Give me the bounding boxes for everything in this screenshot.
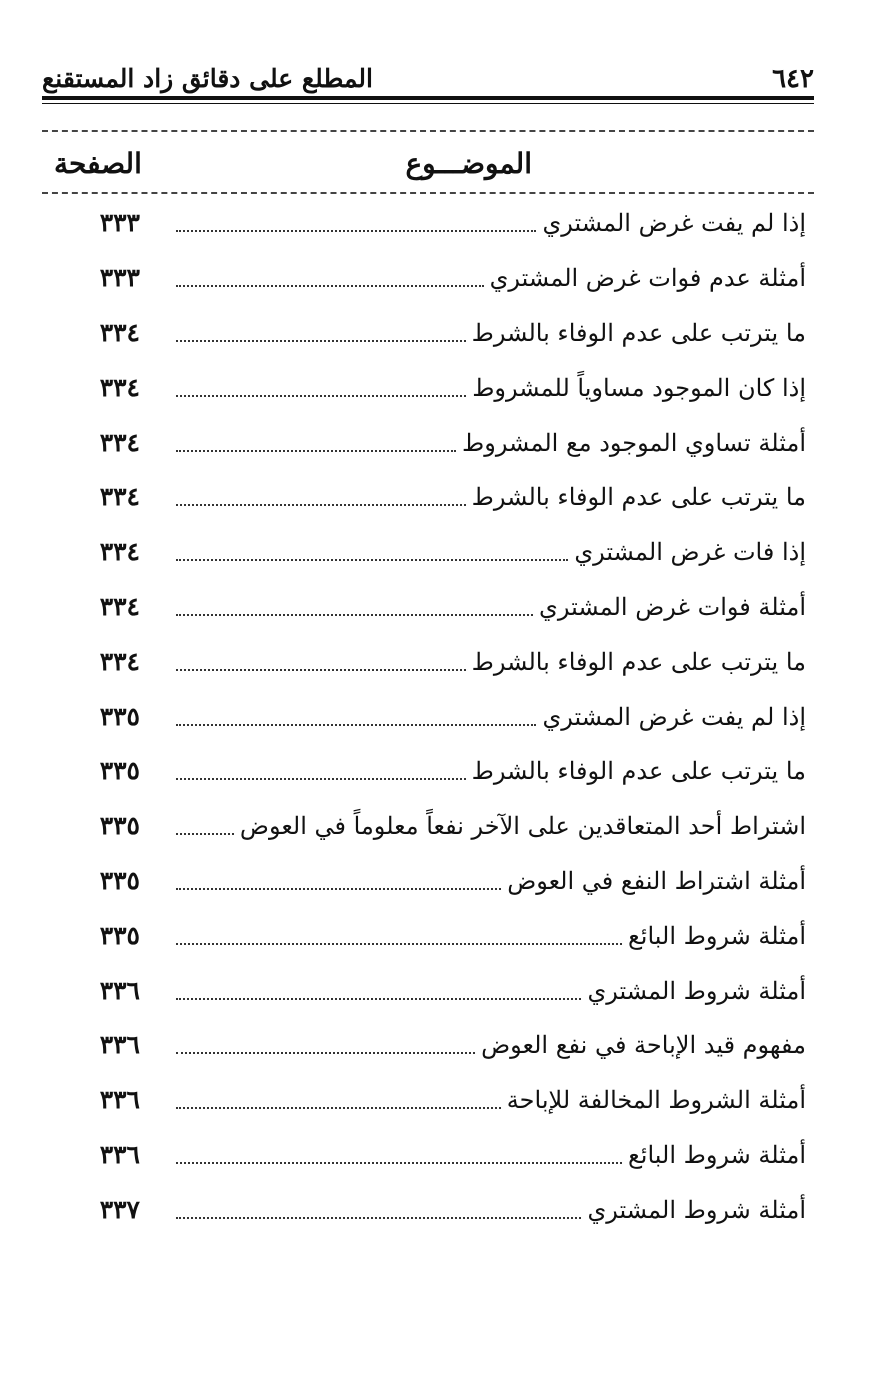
toc-entry [60,1128,806,1183]
toc-entry-page: ٣٣٥ [99,865,140,895]
column-header-bottom-divider [42,192,814,194]
toc-entry-page: ٣٣٤ [99,427,140,457]
toc-entry-page: ٣٣٤ [99,482,140,512]
toc-entry [60,525,806,580]
toc-entry-title: إذا فات غرض المشتري [574,538,806,567]
toc-entry [60,580,806,635]
toc-entry-title: أمثلة اشتراط النفع في العوض [507,866,806,895]
dot-leader [176,1052,475,1054]
toc-entry-page: ٣٣٥ [99,701,140,731]
toc-entry-title: ما يترتب على عدم الوفاء بالشرط [471,757,806,786]
dot-leader [176,1217,581,1219]
toc-entry-title: أمثلة الشروط المخالفة للإباحة [506,1086,806,1115]
column-header-page: الصفحة [54,147,142,180]
toc-entry [60,963,806,1018]
toc-entry-title: أمثلة عدم فوات غرض المشتري [489,264,806,293]
toc-entry [60,799,806,854]
dot-leader [176,504,466,506]
toc-entry-title: اشتراط أحد المتعاقدين على الآخر نفعاً معلوماً في العوض [239,812,806,841]
dot-leader [176,943,622,945]
dot-leader [176,833,234,835]
toc-entry-page: ٣٣٧ [99,1194,140,1224]
toc-entry [60,854,806,909]
dot-leader [176,724,536,726]
table-of-contents [60,196,806,1237]
toc-entry [60,306,806,361]
dot-leader [176,285,484,287]
toc-entry [60,1018,806,1073]
toc-entry-title: أمثلة شروط البائع [628,921,806,950]
toc-entry-page: ٣٣٤ [99,372,140,402]
book-title: المطلع على دقائق زاد المستقنع [42,64,373,93]
header-rule-thick [42,96,814,100]
page-number: ٦٤٢ [772,64,814,94]
header-rule-thin [42,103,814,104]
toc-entry-title: أمثلة شروط المشتري [587,1195,806,1224]
toc-entry [60,744,806,799]
toc-entry-page: ٣٣٦ [99,975,140,1005]
column-header-top-divider [42,130,814,132]
toc-entry-title: ما يترتب على عدم الوفاء بالشرط [471,483,806,512]
toc-entry-title: إذا لم يفت غرض المشتري [542,209,806,238]
toc-entry [60,1073,806,1128]
toc-entry [60,470,806,525]
toc-entry-title: أمثلة فوات غرض المشتري [539,592,806,621]
toc-entry-title: مفهوم قيد الإباحة في نفع العوض [481,1031,806,1060]
toc-entry-page: ٣٣٤ [99,646,140,676]
toc-entry-page: ٣٣٥ [99,811,140,841]
dot-leader [176,614,533,616]
toc-entry-title: إذا لم يفت غرض المشتري [542,702,806,731]
toc-entry-title: أمثلة تساوي الموجود مع المشروط [462,428,806,457]
toc-entry-page: ٣٣٦ [99,1085,140,1115]
toc-entry-page: ٣٣٦ [99,1030,140,1060]
toc-entry-page: ٣٣٣ [99,208,140,238]
toc-entry-page: ٣٣٦ [99,1139,140,1169]
toc-entry-page: ٣٣٥ [99,920,140,950]
dot-leader [176,998,581,1000]
toc-entry-page: ٣٣٤ [99,317,140,347]
running-header [42,58,814,94]
dot-leader [176,669,466,671]
dot-leader [176,888,501,890]
toc-entry [60,196,806,251]
toc-entry [60,908,806,963]
toc-entry-title: ما يترتب على عدم الوفاء بالشرط [471,318,806,347]
toc-entry-title: ما يترتب على عدم الوفاء بالشرط [471,647,806,676]
toc-entry-page: ٣٣٥ [99,756,140,786]
dot-leader [176,395,466,397]
toc-entry [60,1182,806,1237]
toc-entry-title: إذا كان الموجود مساوياً للمشروط [472,373,806,402]
toc-entry [60,360,806,415]
toc-entry [60,634,806,689]
dot-leader [176,559,568,561]
dot-leader [176,778,466,780]
column-headers [42,144,814,184]
dot-leader [176,340,466,342]
toc-entry-page: ٣٣٤ [99,591,140,621]
dot-leader [176,1107,501,1109]
toc-entry-page: ٣٣٤ [99,537,140,567]
toc-entry [60,251,806,306]
dot-leader [176,1162,622,1164]
dot-leader [176,450,456,452]
toc-entry-page: ٣٣٣ [99,263,140,293]
column-header-topic: الموضـــوع [405,147,532,180]
toc-entry [60,689,806,744]
dot-leader [176,230,536,232]
toc-entry-title: أمثلة شروط البائع [628,1140,806,1169]
toc-entry-title: أمثلة شروط المشتري [587,976,806,1005]
toc-entry [60,415,806,470]
